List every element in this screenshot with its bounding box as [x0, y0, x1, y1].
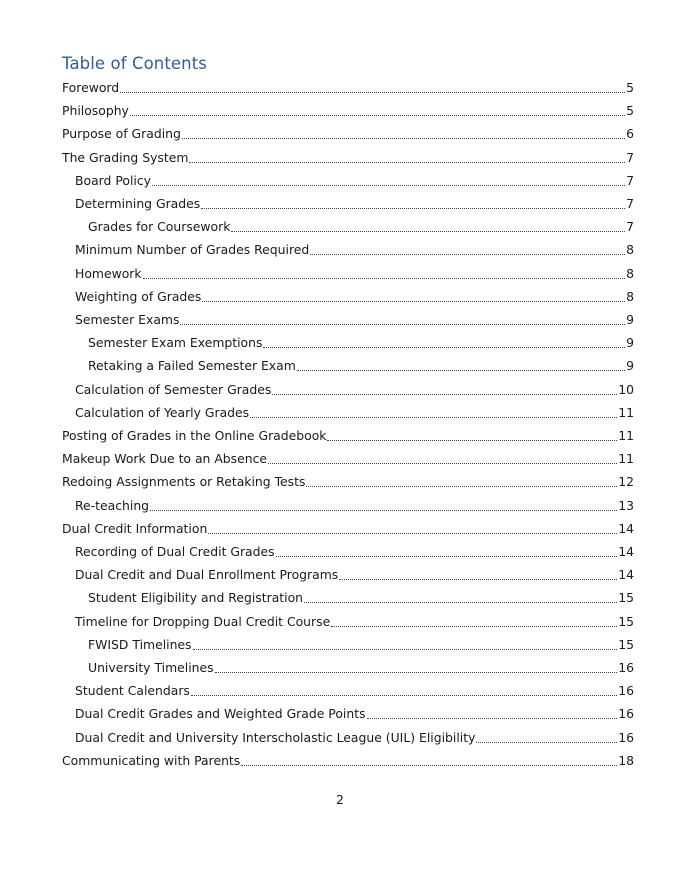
toc-entry-page: 15	[618, 590, 634, 606]
toc-entry-page: 16	[618, 706, 634, 722]
toc-dot-leader	[231, 230, 625, 232]
toc-entry[interactable]	[75, 405, 634, 421]
toc-entry[interactable]	[62, 80, 634, 96]
toc-dot-leader	[201, 207, 625, 209]
toc-entry-page: 13	[618, 497, 634, 513]
toc-entry[interactable]	[62, 150, 634, 166]
toc-dot-leader	[215, 671, 618, 673]
toc-dot-leader	[191, 694, 617, 696]
toc-entry-text: Re-teaching	[75, 497, 150, 513]
toc-dot-leader	[241, 764, 617, 766]
toc-entry[interactable]	[62, 103, 634, 119]
toc-entry[interactable]	[75, 498, 634, 514]
toc-entry-page: 15	[618, 613, 634, 629]
toc-entry-page: 14	[618, 567, 634, 583]
toc-entry-text: Dual Credit Information	[62, 520, 208, 536]
toc-entry-text: Semester Exams	[75, 312, 180, 327]
toc-entry-text: Makeup Work Due to an Absence	[62, 451, 268, 467]
toc-dot-leader	[250, 416, 617, 418]
toc-entry-page: 11	[618, 404, 634, 420]
toc-entry-text: Posting of Grades in the Online Gradebook	[62, 428, 327, 443]
toc-entry[interactable]	[88, 637, 634, 653]
toc-entry-text: Dual Credit Grades and Weighted Grade Points	[75, 706, 366, 722]
toc-dot-leader	[143, 277, 626, 279]
toc-entry[interactable]	[75, 683, 634, 699]
toc-dot-leader	[331, 625, 617, 627]
toc-entry-text: Determining Grades	[75, 196, 201, 211]
toc-dot-leader	[476, 741, 617, 743]
toc-entry-text: Weighting of Grades	[75, 288, 202, 304]
toc-entry-text: University Timelines	[88, 660, 214, 675]
toc-dot-leader	[182, 137, 625, 139]
toc-entry-text: FWISD Timelines	[88, 636, 192, 652]
toc-entry-page: 11	[618, 451, 634, 467]
toc-dot-leader	[150, 509, 617, 511]
toc-dot-leader	[310, 253, 625, 255]
toc-dot-leader	[208, 532, 617, 534]
toc-dot-leader	[130, 114, 625, 116]
toc-entry-text: Purpose of Grading	[62, 126, 181, 142]
toc-entry-page: 7	[626, 172, 634, 188]
toc-dot-leader	[367, 717, 618, 719]
toc-entry[interactable]	[75, 382, 634, 398]
toc-entry[interactable]	[88, 335, 634, 351]
toc-entry[interactable]	[88, 660, 634, 676]
toc-entry-page: 5	[626, 80, 634, 95]
toc-entry[interactable]	[88, 358, 634, 374]
toc-dot-leader	[152, 184, 625, 186]
toc-entry-page: 16	[618, 660, 634, 675]
toc-entry[interactable]	[62, 126, 634, 142]
toc-entry-text: Dual Credit and University Interscholastic League (UIL) Eligibility	[75, 729, 476, 745]
toc-entry[interactable]	[62, 474, 634, 490]
toc-entry[interactable]	[75, 289, 634, 305]
toc-entry-text: Redoing Assignments or Retaking Tests	[62, 474, 306, 490]
toc-entry-text: Dual Credit and Dual Enrollment Programs	[75, 567, 339, 583]
toc-dot-leader	[180, 323, 625, 325]
toc-dot-leader	[304, 601, 617, 603]
toc-dot-leader	[189, 161, 625, 163]
toc-entry[interactable]	[75, 266, 634, 282]
toc-entry-text: Grades for Coursework	[88, 219, 231, 235]
toc-entry-page: 16	[618, 729, 634, 745]
toc-entry-page: 16	[618, 683, 634, 699]
toc-entry-page: 5	[626, 103, 634, 119]
toc-entry-page: 8	[626, 242, 634, 258]
toc-entry-page: 6	[626, 126, 634, 142]
toc-dot-leader	[263, 346, 625, 348]
toc-entry[interactable]	[75, 312, 634, 328]
toc-dot-leader	[202, 300, 625, 302]
toc-entry[interactable]	[75, 567, 634, 583]
toc-entry[interactable]	[75, 730, 634, 746]
toc-entry-page: 14	[618, 520, 634, 536]
toc-dot-leader	[120, 91, 625, 93]
toc-entry-page: 7	[626, 219, 634, 235]
toc-entry-text: Retaking a Failed Semester Exam	[88, 358, 296, 374]
toc-entry[interactable]	[62, 451, 634, 467]
toc-entry[interactable]	[88, 590, 634, 606]
toc-dot-leader	[339, 578, 617, 580]
page-number: 2	[336, 792, 344, 807]
toc-title: Table of Contents	[62, 54, 207, 73]
toc-entry-text: Communicating with Parents	[62, 752, 241, 768]
toc-entry-text: The Grading System	[62, 149, 189, 165]
toc-entry[interactable]	[62, 521, 634, 537]
toc-entry[interactable]	[75, 173, 634, 189]
toc-entry-page: 12	[618, 474, 634, 490]
toc-dot-leader	[306, 485, 617, 487]
toc-dot-leader	[272, 393, 617, 395]
toc-dot-leader	[268, 462, 617, 464]
toc-entry[interactable]	[88, 219, 634, 235]
toc-entry-text: Timeline for Dropping Dual Credit Course	[75, 613, 331, 629]
toc-entry-page: 18	[618, 752, 634, 768]
toc-entry-page: 9	[626, 335, 634, 351]
toc-entry[interactable]	[75, 614, 634, 630]
toc-entry-text: Calculation of Yearly Grades	[75, 404, 250, 420]
toc-entry-page: 14	[618, 544, 634, 559]
toc-entry[interactable]	[75, 242, 634, 258]
toc-entry-text: Student Calendars	[75, 683, 190, 699]
toc-entry-page: 11	[618, 428, 634, 443]
toc-entry-page: 7	[626, 196, 634, 211]
toc-entry-text: Recording of Dual Credit Grades	[75, 544, 275, 559]
toc-dot-leader	[327, 439, 617, 441]
toc-entry-page: 9	[626, 312, 634, 327]
toc-dot-leader	[297, 369, 625, 371]
toc-entry-text: Foreword	[62, 80, 120, 95]
toc-entry-page: 15	[618, 636, 634, 652]
toc-entry[interactable]	[75, 706, 634, 722]
toc-entry[interactable]	[62, 753, 634, 769]
toc-dot-leader	[193, 648, 618, 650]
toc-entry-page: 8	[626, 288, 634, 304]
toc-entry[interactable]	[62, 428, 634, 444]
toc-entry[interactable]	[75, 544, 634, 560]
toc-entry-page: 9	[626, 358, 634, 374]
toc-entry-text: Board Policy	[75, 172, 151, 188]
toc-entry-text: Semester Exam Exemptions	[88, 335, 263, 351]
toc-entry-text: Calculation of Semester Grades	[75, 381, 272, 397]
toc-entry-text: Student Eligibility and Registration	[88, 590, 304, 606]
toc-entry-text: Homework	[75, 265, 142, 281]
toc-entry[interactable]	[75, 196, 634, 212]
toc-entry-text: Minimum Number of Grades Required	[75, 242, 310, 258]
toc-entry-page: 10	[618, 381, 634, 397]
toc-entry-text: Philosophy	[62, 103, 129, 119]
toc-dot-leader	[276, 555, 618, 557]
toc-entry-page: 8	[626, 265, 634, 281]
toc-entry-page: 7	[626, 149, 634, 165]
